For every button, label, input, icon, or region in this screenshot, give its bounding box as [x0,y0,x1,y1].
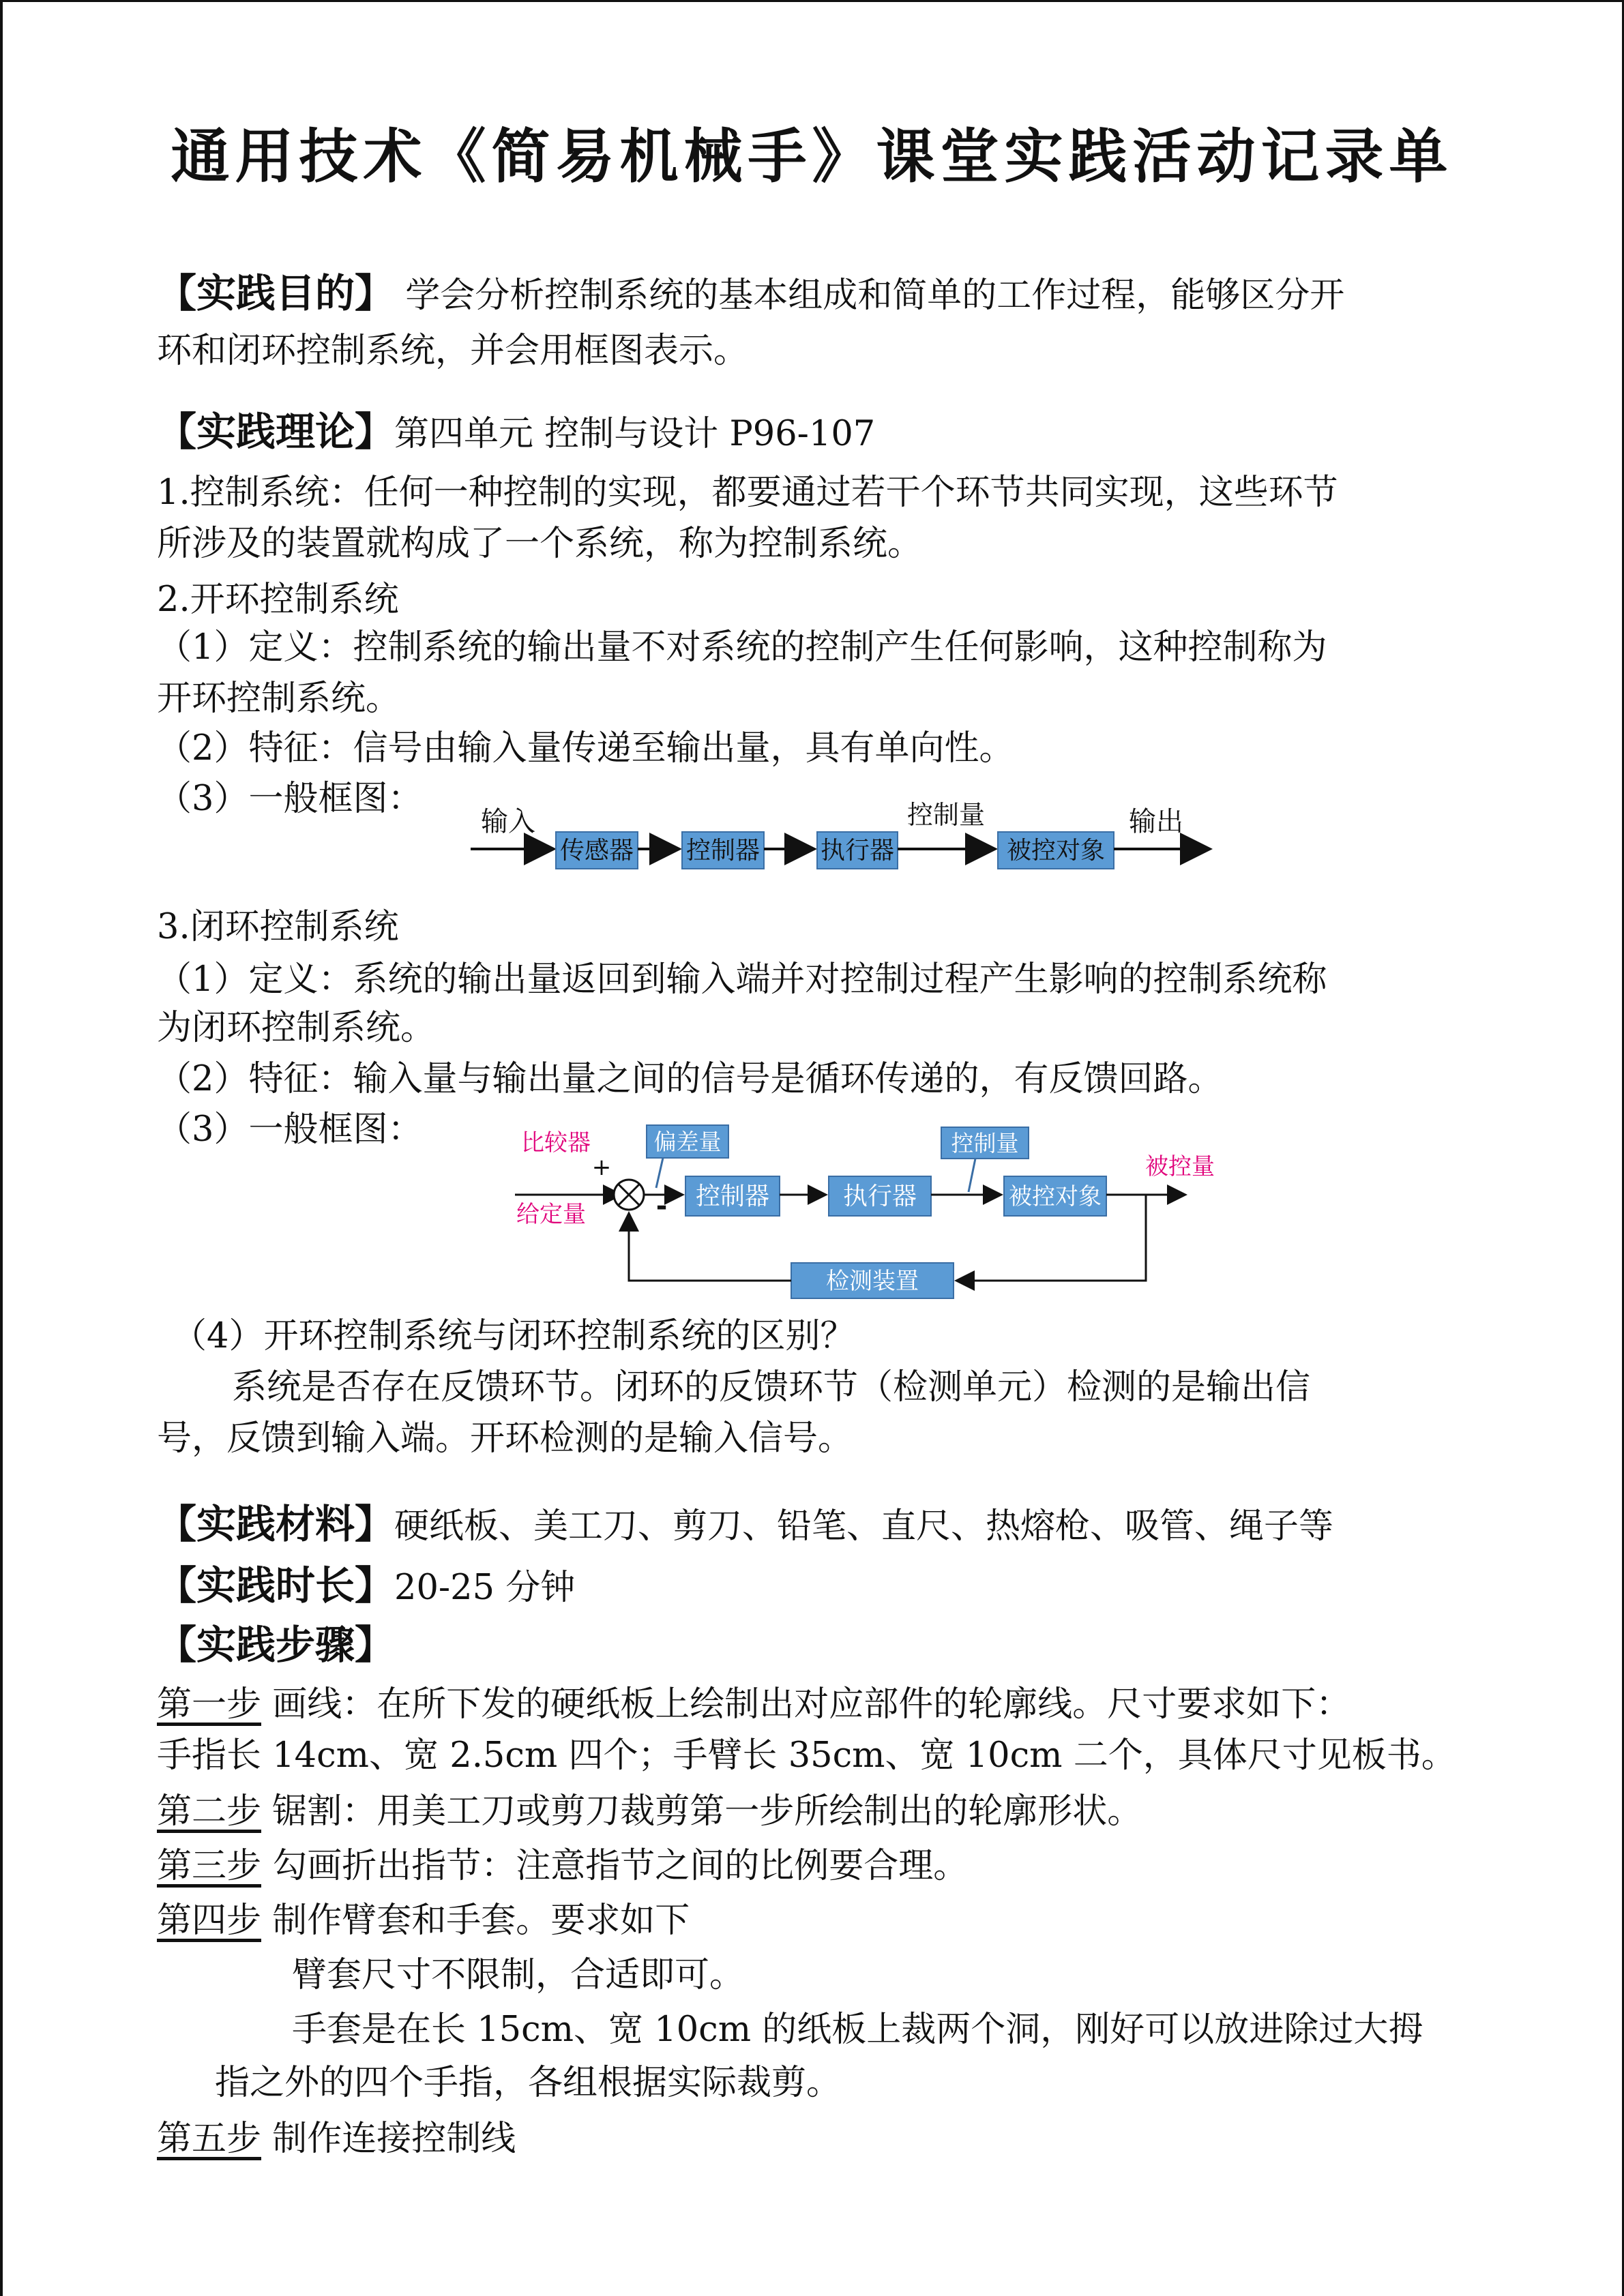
closed-controller-label: 控制器 [695,1182,770,1210]
closed-error-label: 偏差量 [653,1129,722,1155]
step-4-text: 制作臂套和手套。要求如下 [261,1900,690,1941]
closed-loop-diagram-label: （3）一般框图： [157,1109,423,1150]
theory-label: 【实践理论】 [157,408,395,455]
control-system-def-1: 1.控制系统：任何一种控制的实现，都要通过若干个环节共同实现，这些环节 [157,473,1338,513]
open-loop-diagram-label: （3）一般框图： [157,779,423,819]
closed-loop-feature: （2）特征：输入量与输出量之间的信号是循环传递的，有反馈回路。 [157,1059,1223,1099]
open-output-label: 输出 [1129,806,1183,837]
steps-label: 【实践步骤】 [157,1622,395,1668]
closed-comparator-label: 比较器 [521,1129,591,1157]
open-loop-heading: 2.开环控制系统 [157,580,399,620]
step-5-line [157,2115,516,2163]
duration-line [157,1562,575,1612]
step-1-label: 第一步 [157,1684,262,1725]
difference-heading: （4）开环控制系统与闭环控制系统的区别？ [172,1316,855,1356]
step-4-sub-1: 臂套尺寸不限制，合适即可。 [292,1955,745,1995]
step-4-label: 第四步 [157,1900,262,1941]
open-input-label: 输入 [481,806,535,837]
step-4-sub-2-line-2: 指之外的四个手指，各组根据实际裁剪。 [215,2063,842,2103]
closed-feedback-path-left [629,1215,791,1281]
step-2-text: 锯割：用美工刀或剪刀裁剪第一步所绘制出的轮廓形状。 [261,1791,1142,1832]
closed-output-label: 被控量 [1145,1153,1215,1180]
closed-plus-sign: + [591,1154,612,1181]
step-4-line [157,1897,690,1945]
control-system-def-2: 所涉及的装置就构成了一个系统，称为控制系统。 [157,524,923,564]
step-2-line [157,1788,1142,1836]
open-sensor-label: 传感器 [559,837,634,865]
open-actuator-label: 执行器 [820,837,895,865]
purpose-line-2: 环和闭环控制系统，并会用框图表示。 [157,331,749,371]
step-4-sub-2-line-1: 手套是在长 15cm、宽 10cm 的纸板上裁两个洞，刚好可以放进除过大拇 [292,2010,1423,2050]
closed-detector-label: 检测装置 [826,1268,919,1295]
open-object-label: 被控对象 [1006,837,1106,865]
open-controller-label: 控制器 [685,837,761,865]
step-3-label: 第三步 [157,1846,262,1886]
open-loop-def-2: 开环控制系统。 [157,679,401,719]
purpose-text-1: 学会分析控制系统的基本组成和简单的工作过程，能够区分开 [394,275,1345,316]
closed-actuator-label: 执行器 [842,1182,917,1210]
closed-loop-heading: 3.闭环控制系统 [157,907,399,947]
open-control-quantity-label: 控制量 [907,800,986,830]
page-border-left [0,0,3,2296]
materials-text: 硬纸板、美工刀、剪刀、铅笔、直尺、热熔枪、吸管、绳子等 [394,1506,1334,1547]
step-5-text: 制作连接控制线 [261,2119,516,2159]
difference-answer-2: 号，反馈到输入端。开环检测的是输入信号。 [157,1418,853,1459]
step-1-line-1 [157,1681,1350,1729]
open-loop-def-1: （1）定义：控制系统的输出量不对系统的控制产生任何影响，这种控制称为 [157,627,1327,668]
purpose-line-1 [157,269,1344,320]
closed-loop-def-1: （1）定义：系统的输出量返回到输入端并对控制过程产生影响的控制系统称 [157,959,1327,1000]
closed-object-label: 被控对象 [1009,1183,1102,1210]
duration-label: 【实践时长】 [157,1562,395,1609]
closed-setpoint-label: 给定量 [516,1201,586,1228]
theory-text: 第四单元 控制与设计 P96-107 [394,414,876,454]
step-1-line-2: 手指长 14cm、宽 2.5cm 四个；手臂长 35cm、宽 10cm 二个，具体尺寸见板书。 [157,1735,1456,1776]
open-loop-feature: （2）特征：信号由输入量传递至输出量，具有单向性。 [157,728,1014,769]
step-3-line [157,1843,968,1890]
steps-line [157,1621,394,1671]
step-1-text-1: 画线：在所下发的硬纸板上绘制出对应部件的轮廓线。尺寸要求如下： [261,1684,1351,1725]
closed-control-quantity-label: 控制量 [951,1130,1019,1157]
duration-text: 20-25 分钟 [394,1568,576,1608]
step-3-text: 勾画折出指节：注意指节之间的比例要合理。 [261,1846,969,1886]
materials-line [157,1500,1333,1551]
page-border-top [0,0,1624,2]
materials-label: 【实践材料】 [157,1501,395,1547]
page-title: 通用技术《简易机械手》课堂实践活动记录单 [171,122,1453,191]
step-5-label: 第五步 [157,2119,262,2159]
theory-line [157,408,875,458]
difference-answer-1: 系统是否存在反馈环节。闭环的反馈环节（检测单元）检测的是输出信 [232,1367,1311,1407]
closed-loop-def-2: 为闭环控制系统。 [157,1008,436,1048]
closed-minus-sign: - [655,1191,668,1222]
step-2-label: 第二步 [157,1791,262,1832]
closed-loop-block-diagram [498,1112,1262,1309]
purpose-label: 【实践目的】 [157,270,395,316]
open-loop-block-diagram [464,791,1228,886]
